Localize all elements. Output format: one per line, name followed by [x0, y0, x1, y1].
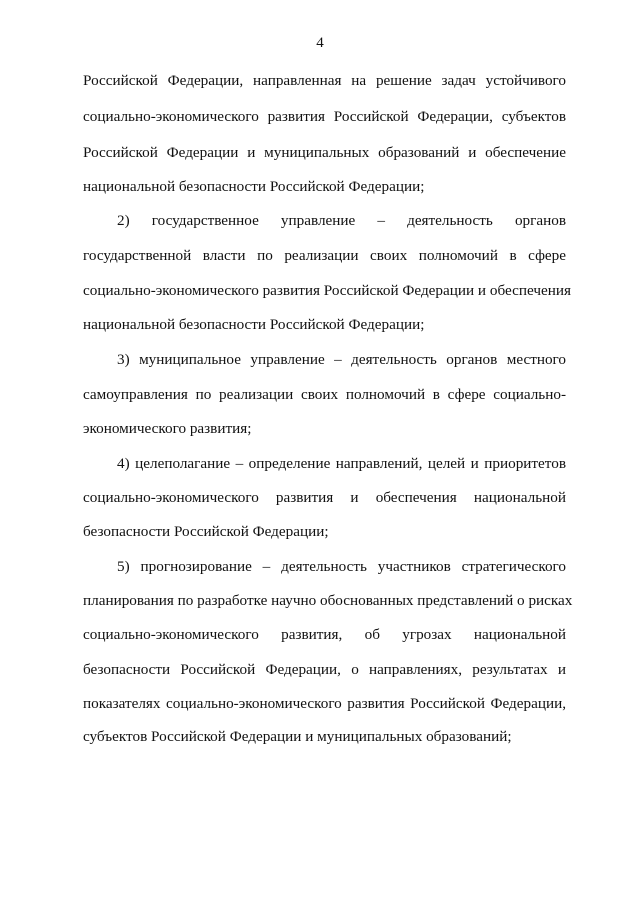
text-line: экономического развития;	[83, 420, 252, 437]
text-line: субъектов Российской Федерации и муниципальных образований;	[83, 728, 512, 745]
text-line: планирования по разработке научно обоснованных представлений о рисках	[83, 592, 573, 609]
text-line: Российской Федерации, направленная на решение задач устойчивого	[83, 72, 566, 89]
text-line: 3) муниципальное управление – деятельность органов местного	[117, 351, 566, 368]
text-line: самоуправления по реализации своих полномочий в сфере социально-	[83, 386, 566, 403]
text-line: показателях социально-экономического развития Российской Федерации,	[83, 695, 566, 712]
text-line: государственной власти по реализации своих полномочий в сфере	[83, 247, 566, 264]
text-line: социально-экономического развития Российской Федерации, субъектов	[83, 108, 566, 125]
text-line: социально-экономического развития, об угрозах национальной	[83, 626, 566, 643]
text-line: 5) прогнозирование – деятельность участников стратегического	[117, 558, 566, 575]
text-line: национальной безопасности Российской Федерации;	[83, 178, 425, 195]
text-line: 2) государственное управление – деятельность органов	[117, 212, 566, 229]
text-line: безопасности Российской Федерации, о направлениях, результатах и	[83, 661, 566, 678]
text-line: 4) целеполагание – определение направлений, целей и приоритетов	[117, 455, 566, 472]
page-number: 4	[316, 35, 324, 51]
text-line: социально-экономического развития Российской Федерации и обеспечения	[83, 282, 571, 299]
text-line: Российской Федерации и муниципальных образований и обеспечение	[83, 144, 566, 161]
text-line: национальной безопасности Российской Федерации;	[83, 316, 425, 333]
text-line: социально-экономического развития и обеспечения национальной	[83, 489, 566, 506]
text-line: безопасности Российской Федерации;	[83, 523, 329, 540]
